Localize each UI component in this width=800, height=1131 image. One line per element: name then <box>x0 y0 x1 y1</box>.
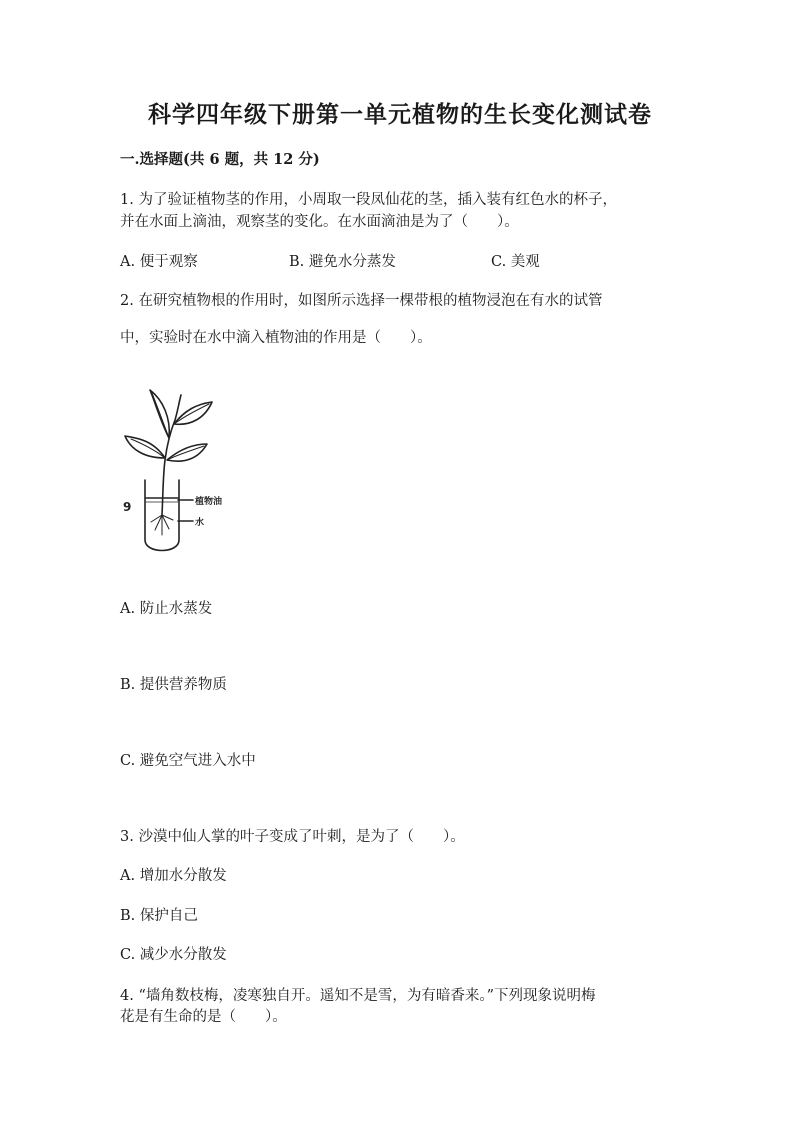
plant-in-test-tube-illustration <box>115 380 245 560</box>
question-2-option-c: C. 避免空气进入水中 <box>120 753 256 769</box>
question-1-option-a: A. 便于观察 <box>120 254 198 270</box>
question-2-option-b: B. 提供营养物质 <box>120 677 227 693</box>
question-1-line-1: 1. 为了验证植物茎的作用，小周取一段凤仙花的茎，插入装有红色水的杯子， <box>120 192 617 208</box>
question-2-option-a: A. 防止水蒸发 <box>120 601 213 617</box>
figure-side-label: 9 <box>123 500 132 514</box>
question-1-option-b: B. 避免水分蒸发 <box>289 254 396 270</box>
question-3-option-a: A. 增加水分散发 <box>120 868 227 884</box>
question-3-option-b: B. 保护自己 <box>120 908 198 924</box>
question-4-line-2: 花是有生命的是（ ）。 <box>120 1009 287 1025</box>
question-4-line-1: 4. “墙角数枝梅，凌寒独自开。遥知不是雪，为有暗香来。”下列现象说明梅 <box>120 988 596 1004</box>
question-3-option-c: C. 减少水分散发 <box>120 947 227 963</box>
question-1-line-2: 并在水面上滴油，观察茎的变化。在水面滴油是为了（ ）。 <box>120 214 519 230</box>
question-2-line-2: 中，实验时在水中滴入植物油的作用是（ ）。 <box>120 330 432 346</box>
page-title: 科学四年级下册第一单元植物的生长变化测试卷 <box>148 101 652 128</box>
label-plant-oil: 植物油 <box>195 497 223 507</box>
plant-test-tube-figure <box>115 380 245 560</box>
question-2-line-1: 2. 在研究植物根的作用时，如图所示选择一棵带根的植物浸泡在有水的试管 <box>120 293 603 309</box>
question-3-line-1: 3. 沙漠中仙人掌的叶子变成了叶刺，是为了（ ）。 <box>120 829 465 845</box>
label-water: 水 <box>195 518 205 528</box>
question-1-option-c: C. 美观 <box>491 254 540 270</box>
section-heading: 一.选择题(共 6 题，共 12 分) <box>120 151 320 168</box>
